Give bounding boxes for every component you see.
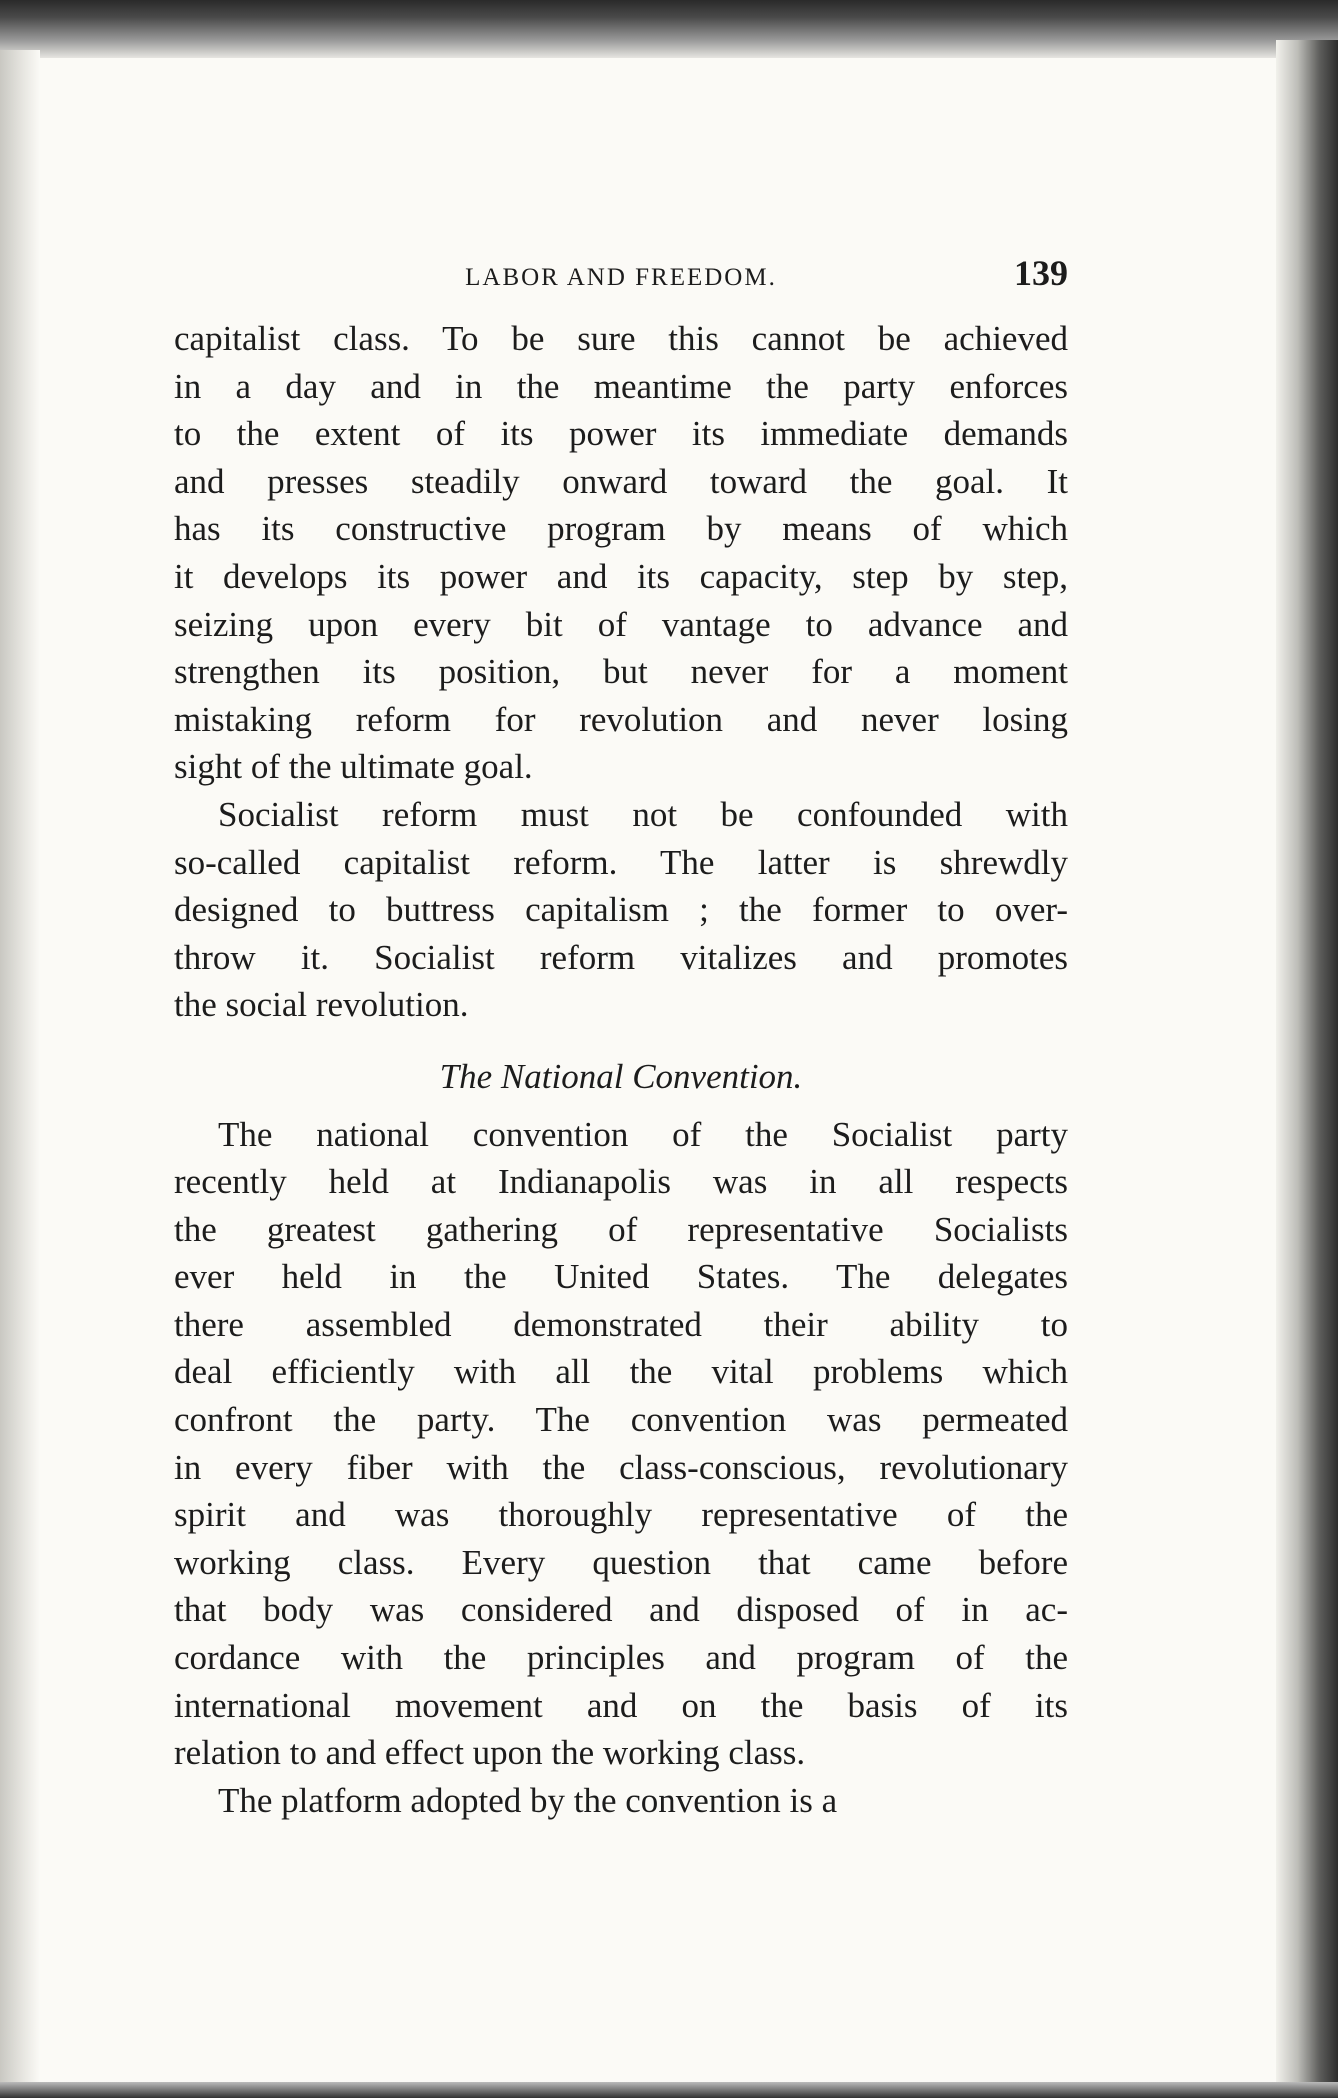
text-line: capitalist class. To be sure this cannot be achieved [174,319,1068,358]
text-line: deal efficiently with all the vital problems which [174,1352,1068,1392]
text-block-1 [174,315,1068,1029]
text-line: there assembled demonstrated their ability to [174,1304,1068,1344]
text-line: recently held at Indianapolis was in all respects [174,1162,1068,1202]
text-line: the social revolution. [174,985,469,1025]
scan-edge-left [0,50,40,2098]
text-line: confront the party. The convention was permeated [174,1400,1068,1440]
text-block-2 [174,1111,1068,1825]
paragraph [174,791,1068,1029]
text-line: The national convention of the Socialist party [218,1114,1068,1154]
text-line: and presses steadily onward toward the goal. It [174,461,1068,501]
text-line: sight of the ultimate goal. [174,747,533,787]
text-line: cordance with the principles and program of the [174,1638,1068,1678]
text-line: mistaking reform for revolution and never losing [174,699,1068,739]
text-line: the greatest gathering of representative Socialists [174,1209,1068,1249]
paragraph [174,1111,1068,1777]
text-line: ever held in the United States. The delegates [174,1257,1068,1297]
section-heading: The National Convention. [439,1056,803,1096]
running-head: LABOR AND FREEDOM. [465,264,777,291]
text-line: strengthen its position, but never for a moment [174,652,1068,692]
page-number: 139 [1014,253,1068,293]
text-line: seizing upon every bit of vantage to advance and [174,604,1068,644]
text-line: designed to buttress capitalism ; the former to over- [174,890,1068,930]
paragraph [174,315,1068,791]
text-line: to the extent of its power its immediate demands [174,414,1068,454]
text-line: international movement and on the basis of its [174,1685,1068,1725]
text-line: Socialist reform must not be confounded with [218,794,1068,834]
text-line: has its constructive program by means of which [174,509,1068,549]
text-line: so-called capitalist reform. The latter is shrewdly [174,842,1068,882]
text-line: spirit and was thoroughly representative of the [174,1495,1068,1535]
scan-edge-bottom [0,2082,1338,2098]
text-line: throw it. Socialist reform vitalizes and promotes [174,937,1068,977]
page-header [174,252,1068,302]
scan-edge-right [1276,40,1338,2098]
page-body [174,315,1068,1824]
text-line: relation to and effect upon the working class. [174,1733,806,1773]
text-line: in a day and in the meantime the party enforces [174,366,1068,406]
scan-edge-top [0,0,1338,58]
text-line: working class. Every question that came before [174,1542,1068,1582]
paragraph [174,1777,1068,1825]
text-line: it develops its power and its capacity, step by step, [174,556,1068,596]
text-line: The platform adopted by the convention is a [218,1780,838,1820]
text-line: in every fiber with the class-conscious, revolutionary [174,1447,1068,1487]
text-line: that body was considered and disposed of in ac- [174,1590,1068,1630]
